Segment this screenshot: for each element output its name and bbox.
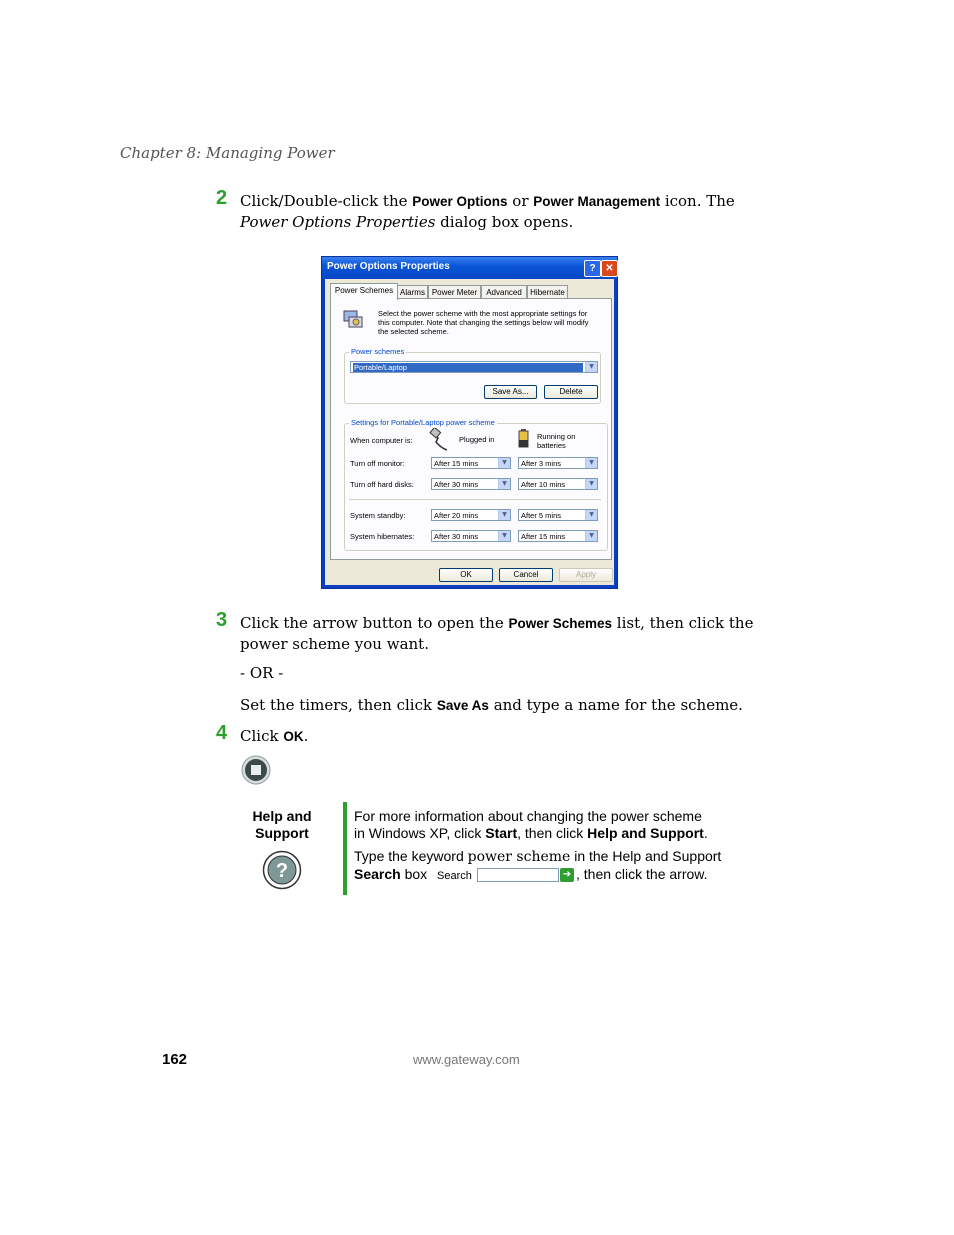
- chevron-down-icon[interactable]: ▼: [585, 362, 597, 372]
- hibernate-plugged-select[interactable]: After 30 mins ▼: [431, 530, 511, 542]
- tab-alarms[interactable]: Alarms: [397, 285, 428, 299]
- chapter-header: Chapter 8: Managing Power: [120, 144, 335, 162]
- step-3-alt-text: Set the timers, then click Save As and type a name for the scheme.: [240, 696, 743, 714]
- plugged-in-label: Plugged in: [459, 435, 495, 444]
- chevron-down-icon[interactable]: ▼: [585, 458, 597, 468]
- standby-plugged-select[interactable]: After 20 mins ▼: [431, 509, 511, 521]
- settings-divider: [349, 499, 601, 500]
- stop-icon: [241, 755, 271, 785]
- help-text-1: For more information about changing the power scheme in Windows XP, click Start, then click Help and Support.: [354, 808, 708, 841]
- help-support-label: Help and Support: [252, 808, 312, 841]
- step-4-number: 4: [216, 722, 228, 744]
- battery-icon: [518, 429, 530, 449]
- when-computer-label: When computer is:: [350, 436, 413, 445]
- dialog-titlebar: [322, 257, 617, 279]
- disks-battery-select[interactable]: After 10 mins ▼: [518, 478, 598, 490]
- chevron-down-icon[interactable]: ▼: [585, 531, 597, 541]
- step-2-text: Click/Double-click the Power Options or Power Management icon. The Power Options Properties dialog box opens.: [240, 192, 735, 231]
- step-3-number: 3: [216, 609, 228, 631]
- standby-battery-select[interactable]: After 5 mins ▼: [518, 509, 598, 521]
- monitor-plugged-select[interactable]: After 15 mins ▼: [431, 457, 511, 469]
- dialog-client: [325, 279, 614, 585]
- footer-url[interactable]: www.gateway.com: [413, 1052, 520, 1067]
- power-scheme-value: Portable/Laptop: [353, 363, 583, 372]
- step-3-or: - OR -: [240, 664, 284, 682]
- delete-button[interactable]: Delete: [544, 385, 598, 399]
- cancel-button[interactable]: Cancel: [499, 568, 553, 582]
- tab-advanced[interactable]: Advanced: [481, 285, 527, 299]
- tab-power-schemes[interactable]: Power Schemes: [330, 283, 398, 300]
- page-number: 162: [162, 1051, 188, 1068]
- apply-button[interactable]: Apply: [559, 568, 613, 582]
- help-text-2: Type the keyword power scheme in the Help and Support: [354, 848, 722, 865]
- chevron-down-icon[interactable]: ▼: [498, 510, 510, 520]
- power-schemes-panel: [330, 298, 612, 560]
- step-3-text: Click the arrow button to open the Power Schemes list, then click the power scheme you want.: [240, 614, 754, 653]
- dialog-title: Power Options Properties: [327, 261, 450, 272]
- step-2-number: 2: [216, 187, 228, 209]
- turn-off-monitor-label: Turn off monitor:: [350, 459, 405, 468]
- close-button[interactable]: ✕: [601, 260, 618, 277]
- step-4-text: Click OK.: [240, 727, 309, 745]
- tab-hibernate[interactable]: Hibernate: [527, 285, 568, 299]
- system-hibernates-label: System hibernates:: [350, 532, 415, 541]
- help-button[interactable]: ?: [584, 260, 601, 277]
- turn-off-hard-disks-label: Turn off hard disks:: [350, 480, 414, 489]
- chevron-down-icon[interactable]: ▼: [498, 531, 510, 541]
- svg-text:?: ?: [275, 860, 289, 882]
- tab-power-meter[interactable]: Power Meter: [428, 285, 481, 299]
- help-text-3: Search box: [354, 866, 428, 882]
- power-scheme-select[interactable]: [350, 361, 598, 373]
- chevron-down-icon[interactable]: ▼: [498, 458, 510, 468]
- running-on-batteries-label: Running on batteries: [537, 432, 576, 450]
- plug-icon: [429, 428, 451, 452]
- help-icon: [262, 850, 302, 890]
- chevron-down-icon[interactable]: ▼: [498, 479, 510, 489]
- system-standby-label: System standby:: [350, 511, 406, 520]
- chevron-down-icon[interactable]: ▼: [585, 479, 597, 489]
- power-scheme-icon: [341, 307, 365, 331]
- disks-plugged-select[interactable]: After 30 mins ▼: [431, 478, 511, 490]
- chevron-down-icon[interactable]: ▼: [585, 510, 597, 520]
- save-as-button[interactable]: Save As...: [484, 385, 537, 399]
- search-input[interactable]: [477, 868, 559, 882]
- arrow-right-icon[interactable]: ➔: [560, 868, 574, 882]
- settings-group-label: Settings for Portable/Laptop power scheme: [351, 418, 495, 427]
- ok-button[interactable]: OK: [439, 568, 493, 582]
- hibernate-battery-select[interactable]: After 15 mins ▼: [518, 530, 598, 542]
- intro-text: Select the power scheme with the most appropriate settings for this computer. Note that changing the settings below will modify the selected scheme.: [378, 309, 589, 336]
- help-divider-bar: [343, 802, 347, 895]
- monitor-battery-select[interactable]: After 3 mins ▼: [518, 457, 598, 469]
- power-schemes-group-label: Power schemes: [351, 347, 405, 356]
- search-label: Search: [437, 870, 472, 882]
- help-text-4: , then click the arrow.: [576, 866, 708, 882]
- power-options-dialog: [321, 256, 618, 589]
